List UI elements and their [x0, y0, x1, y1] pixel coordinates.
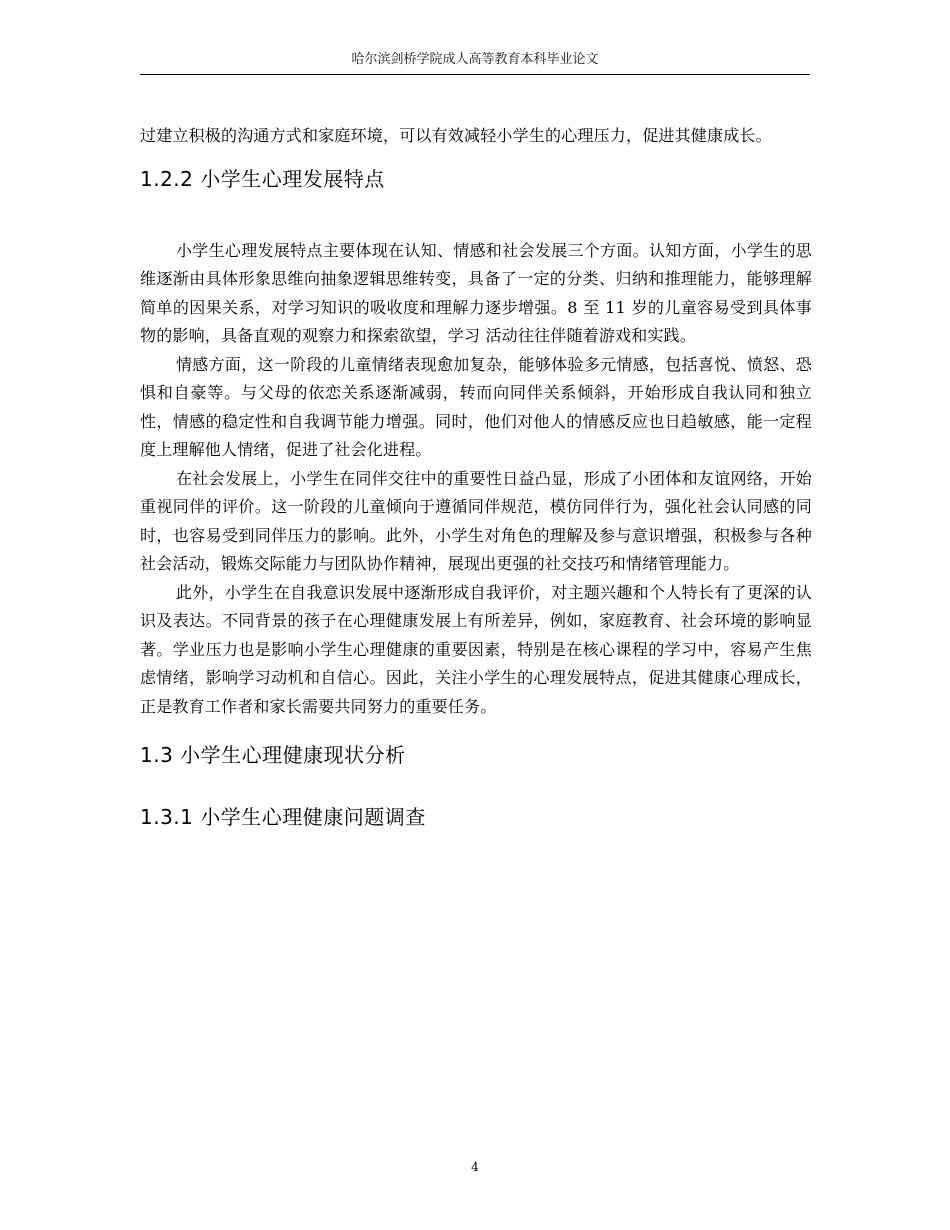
paragraph-emotional: 情感方面，这一阶段的儿童情绪表现愈加复杂，能够体验多元情感，包括喜悦、愤怒、恐惧和自豪等。与父母的依恋关系逐渐减弱，转而向同伴关系倾斜，开始形成自我认同和独立性，情感的稳定性和自我调节能力增强。同时，他们对他人的情感反应也日趋敏感，能一定程度上理解他人情绪，促进了社会化进程。 [140, 354, 812, 459]
page-number: 4 [471, 1160, 479, 1174]
paragraph-social: 在社会发展上，小学生在同伴交往中的重要性日益凸显，形成了小团体和友谊网络，开始重视同伴的评价。这一阶段的儿童倾向于遵循同伴规范，模仿同伴行为，强化社会认同感的同时，也容易受到同伴压力的影响。此外，小学生对角色的理解及参与意识增强，积极参与各种社会活动，锻炼交际能力与团队协作精神，展现出更强的社交技巧和情绪管理能力。 [140, 468, 812, 573]
paragraph-self-awareness: 此外，小学生在自我意识发展中逐渐形成自我评价，对主题兴趣和个人特长有了更深的认识及表达。不同背景的孩子在心理健康发展上有所差异，例如，家庭教育、社会环境的影响显著。学业压力也是影响小学生心理健康的重要因素，特别是在核心课程的学习中，容易产生焦虑情绪，影响学习动机和自信心。因此，关注小学生的心理发展特点，促进其健康心理成长，正是教育工作者和家长需要共同努力的重要任务。 [140, 582, 812, 716]
page-header: 哈尔滨剑桥学院成人高等教育本科毕业论文 [351, 52, 599, 67]
section-heading-1-3-1: 1.3.1 小学生心理健康问题调查 [140, 805, 426, 829]
section-heading-1-3: 1.3 小学生心理健康现状分析 [140, 743, 406, 767]
page-body [140, 122, 812, 831]
section-heading-1-2-2: 1.2.2 小学生心理发展特点 [140, 166, 385, 191]
paragraph-continued: 过建立积极的沟通方式和家庭环境，可以有效减轻小学生的心理压力，促进其健康成长。 [140, 126, 772, 145]
paragraph-cognitive: 小学生心理发展特点主要体现在认知、情感和社会发展三个方面。认知方面，小学生的思维逐渐由具体形象思维向抽象逻辑思维转变，具备了一定的分类、归纳和推理能力，能够理解简单的因果关系，对学习知识的吸收度和理解力逐步增强。8 至 11 岁的儿童容易受到具体事物的影响，具备直观的观察力和探索欲望，学习 活动往往伴随着游戏和实践。 [140, 240, 812, 345]
header-divider [140, 74, 810, 75]
